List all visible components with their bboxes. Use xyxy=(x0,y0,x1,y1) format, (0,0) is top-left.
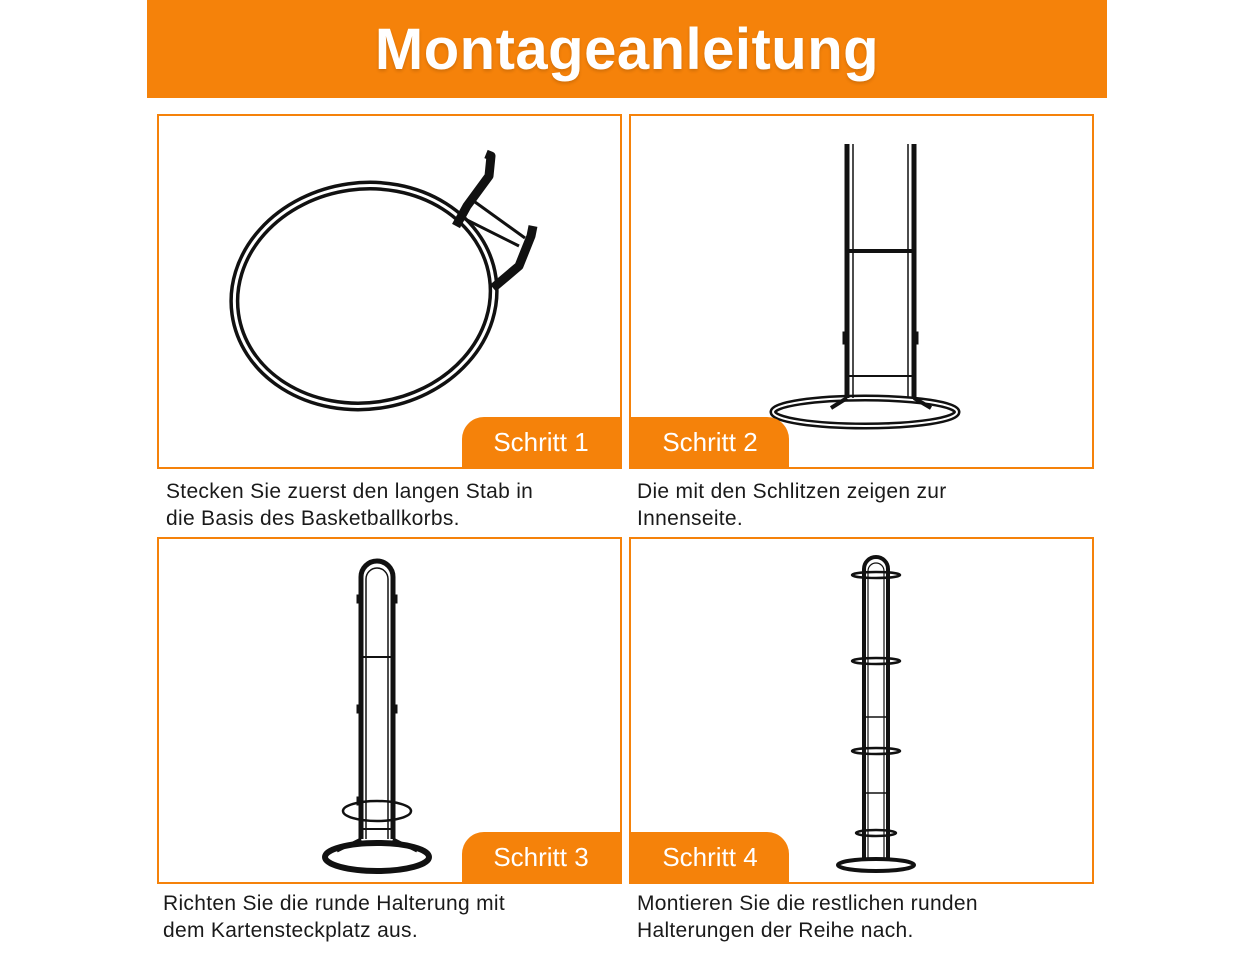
step-1-caption-line1: Stecken Sie zuerst den langen Stab in xyxy=(166,480,534,503)
step-1-panel xyxy=(157,114,622,469)
step-3-caption-line2: dem Kartensteckplatz aus. xyxy=(163,919,418,942)
step-2-badge: Schritt 2 xyxy=(631,417,789,467)
step-2-caption-line1: Die mit den Schlitzen zeigen zur xyxy=(637,480,947,503)
step-1-caption xyxy=(166,478,533,532)
step-2-caption xyxy=(637,478,947,532)
page-title: Montageanleitung xyxy=(374,16,880,82)
step-1-caption-line2: die Basis des Basketballkorbs. xyxy=(166,507,460,530)
step-1-badge: Schritt 1 xyxy=(462,417,620,467)
step-3-panel xyxy=(157,537,622,884)
step-2-caption-line2: Innenseite. xyxy=(637,507,744,530)
step-4-caption-line1: Montieren Sie die restlichen runden xyxy=(637,892,978,915)
step-4-panel xyxy=(629,537,1094,884)
step-3-caption-line1: Richten Sie die runde Halterung mit xyxy=(163,892,506,915)
step-4-caption-line2: Halterungen der Reihe nach. xyxy=(637,919,914,942)
step-4-caption xyxy=(637,890,978,944)
step-3-badge: Schritt 3 xyxy=(462,832,620,882)
step-4-badge: Schritt 4 xyxy=(631,832,789,882)
step-2-panel xyxy=(629,114,1094,469)
title-banner xyxy=(147,0,1107,98)
step-3-caption xyxy=(163,890,505,944)
